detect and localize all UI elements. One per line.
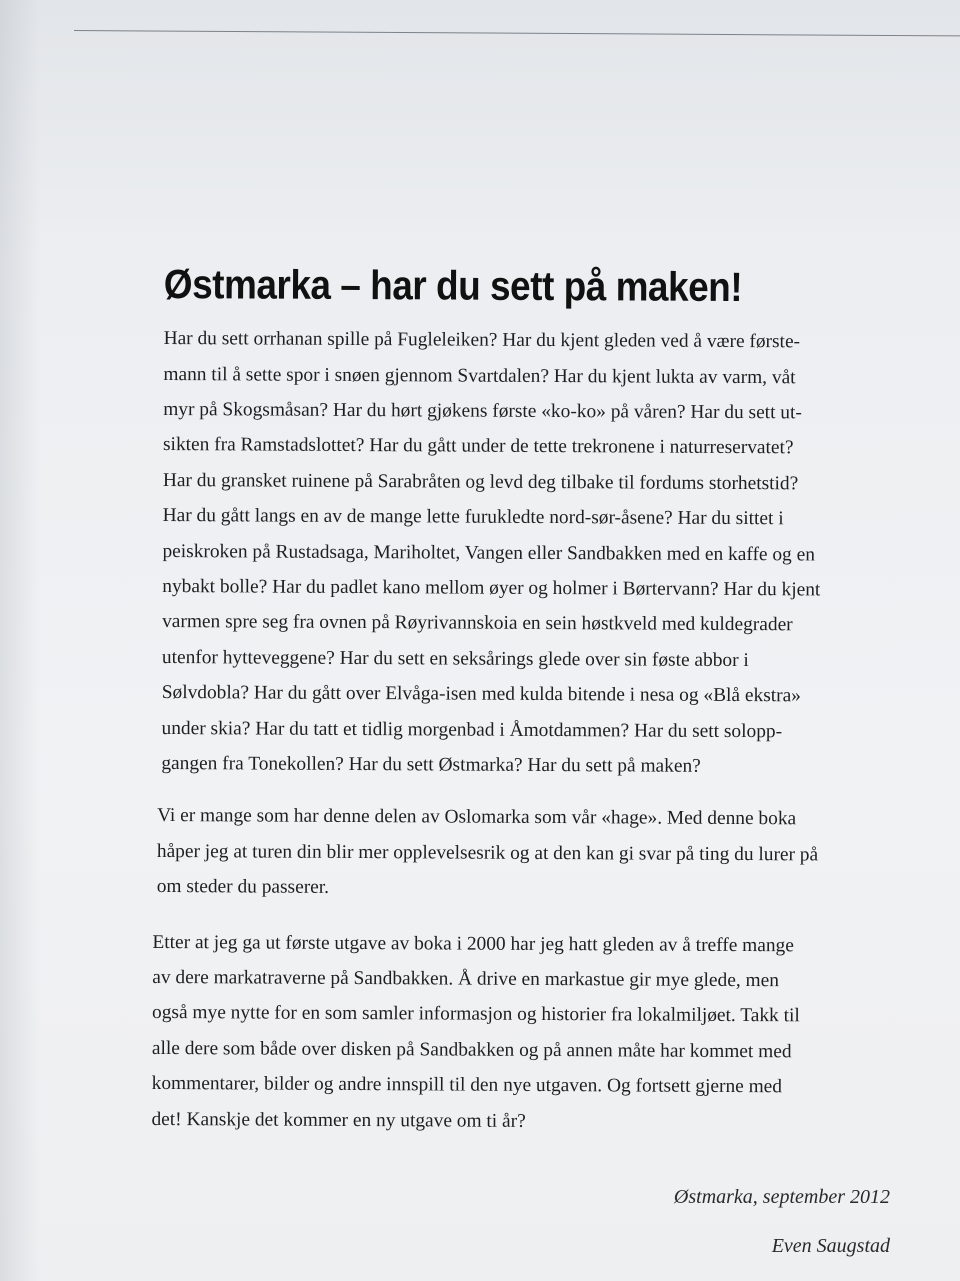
text-line: kommentarer, bilder og andre innspill til den nye utgaven. Og fortsett gjerne med	[151, 1073, 783, 1098]
text-line: av dere markatraverne på Sandbakken. Å drive en markastue gir mye glede, men	[152, 966, 780, 992]
text-line: Sølvdobla? Har du gått over Elvåga-isen med kulda bitende i nesa og «Blå ekstra»	[161, 682, 801, 707]
text-line: Har du sett orrhanan spille på Fugleleiken? Har du kjent gleden ved å være første-	[163, 328, 801, 353]
page-gutter-shadow	[0, 0, 40, 1281]
text-line: utenfor hytteveggene? Har du sett en seksårings glede over sin føste abbor i	[161, 646, 749, 671]
text-line: sikten fra Ramstadslottet? Har du gått under de tette trekronene i naturreservatet?	[162, 434, 794, 459]
text-line: Har du gått langs en av de mange lette furukledte nord-sør-åsene? Har du sittet i	[162, 505, 784, 530]
text-line: om steder du passerer.	[156, 876, 330, 899]
header-rule	[74, 30, 960, 36]
text-line: nybakt bolle? Har du padlet kano mellom øyer og holmer i Børtervann? Har du kjent	[162, 575, 821, 601]
text-line: gangen fra Tonekollen? Har du sett Østmarka? Har du sett på maken?	[161, 752, 701, 777]
text-line: under skia? Har du tatt et tidlig morgenbad i Åmotdammen? Har du sett solopp-	[161, 717, 783, 742]
text-line: varmen spre seg fra ovnen på Røyrivannskoia en sein høstkveld med kuldegrader	[162, 611, 793, 636]
paragraph-3	[151, 925, 900, 1141]
text-line: mann til å sette spor i snøen gjennom Svartdalen? Har du kjent lukta av varm, våt	[163, 363, 796, 388]
text-line: alle dere som både over disken på Sandbakken og på annen måte har kommet med	[151, 1037, 792, 1063]
text-line: myr på Skogsmåsan? Har du hørt gjøkens første «ko-ko» på våren? Har du sett ut-	[163, 398, 802, 424]
text-line: det! Kanskje det kommer en ny utgave om ti år?	[151, 1108, 526, 1132]
signature-author: Even Saugstad	[771, 1235, 890, 1257]
text-line: peiskroken på Rustadsaga, Mariholtet, Vangen eller Sandbakken med en kaffe og en	[162, 540, 815, 565]
foreword-section	[151, 261, 904, 1158]
page-title: Østmarka – har du sett på maken!	[163, 261, 743, 311]
paragraph-2	[157, 798, 902, 908]
text-line: Vi er mange som har denne delen av Oslomarka som vår «hage». Med denne boka	[157, 805, 797, 830]
text-line: håper jeg at turen din blir mer opplevelsesrik og at den kan gi svar på ting du lurer på	[156, 840, 819, 866]
text-line: Etter at jeg ga ut første utgave av boka i 2000 har jeg hatt gleden av å treffe mange	[152, 931, 794, 956]
text-line: også mye nytte for en som samler informasjon og historier fra lokalmiljøet. Takk til	[152, 1002, 800, 1027]
text-line: Har du gransket ruinene på Sarabråten og levd deg tilbake til fordums storhetstid?	[162, 469, 799, 495]
signature-place-date: Østmarka, september 2012	[673, 1186, 890, 1208]
paragraph-1	[161, 321, 903, 785]
